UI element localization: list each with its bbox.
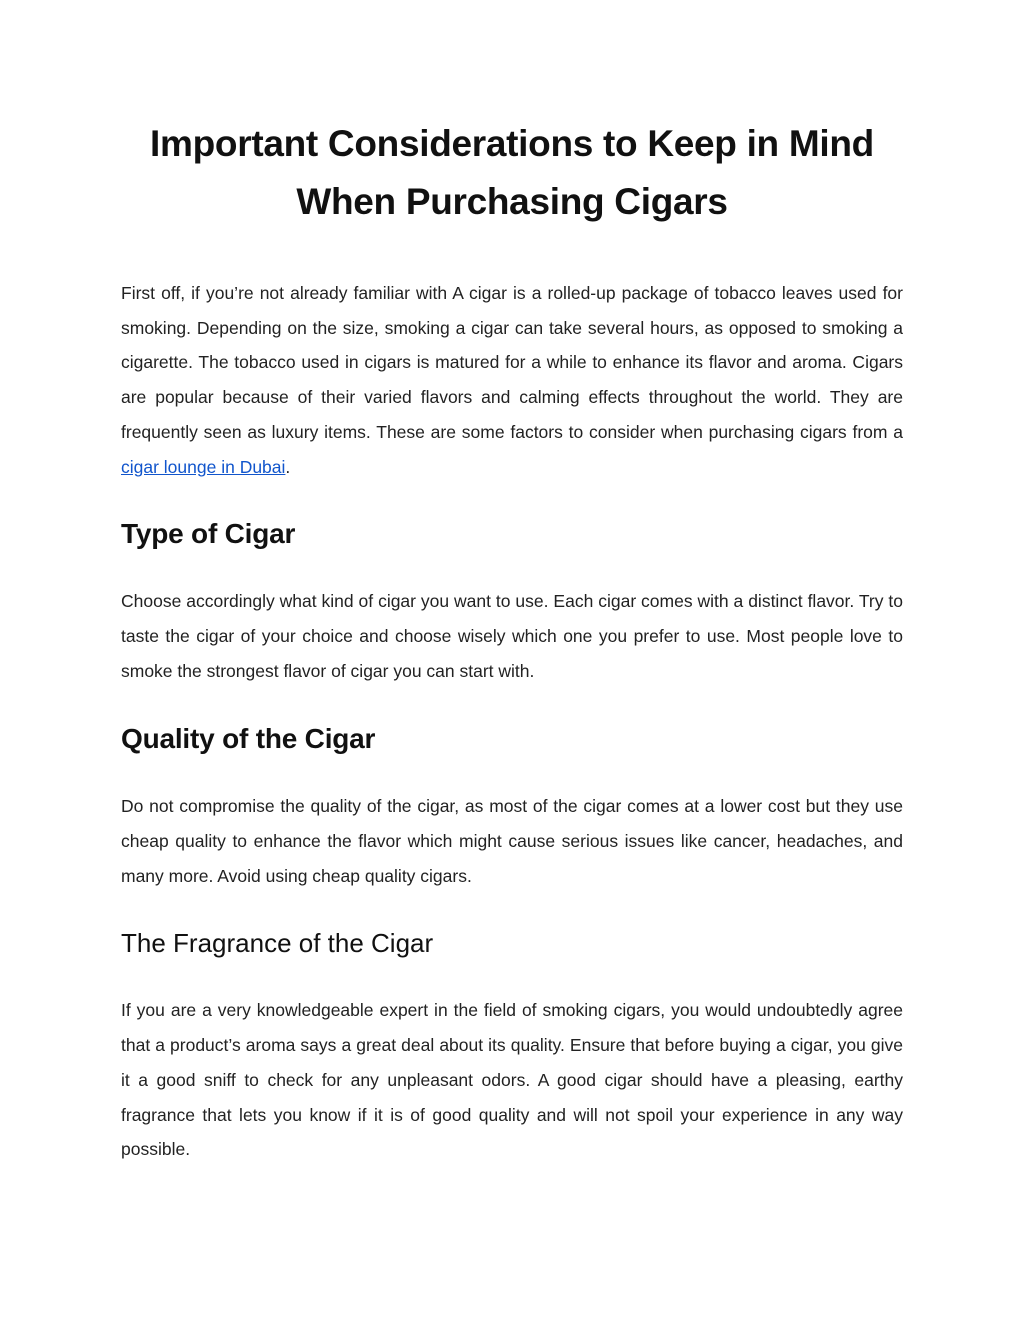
title-line-1: Important Considerations to Keep in Mind bbox=[150, 123, 874, 164]
heading-fragrance-of-cigar: The Fragrance of the Cigar bbox=[121, 928, 434, 959]
intro-paragraph bbox=[121, 276, 903, 484]
title-line-2: When Purchasing Cigars bbox=[296, 181, 728, 222]
document-page bbox=[121, 115, 903, 1167]
paragraph-quality-of-cigar: Do not compromise the quality of the cigar, as most of the cigar comes at a lower cost but they use cheap quality to enhance the flavor which might cause serious issues like cancer, headaches, and many more. Avoid using cheap quality cigars. bbox=[121, 796, 903, 886]
heading-type-of-cigar: Type of Cigar bbox=[121, 518, 296, 550]
intro-text: First off, if you’re not already familiar with A cigar is a rolled-up package of tobacco leaves used for smoking. Depending on the size, smoking a cigar can take several hours, as opposed to smoking a cigarette. The tobacco used in cigars is matured for a while to enhance its flavor and aroma. Cigars are popular because of their varied flavors and calming effects throughout the world. They are frequently seen as luxury items. These are some factors to consider when purchasing cigars from a bbox=[121, 283, 903, 442]
heading-quality-of-cigar: Quality of the Cigar bbox=[121, 723, 376, 755]
intro-trailing: . bbox=[285, 456, 291, 477]
paragraph-fragrance-of-cigar: If you are a very knowledgeable expert in the field of smoking cigars, you would undoubtedly agree that a product’s aroma says a great deal about its quality. Ensure that before buying a cigar, you give it a good sniff to check for any unpleasant odors. A good cigar should have a pleasing, earthy fragrance that lets you know if it is of good quality and will not spoil your experience in any way possible. bbox=[121, 1000, 903, 1160]
cigar-lounge-link[interactable]: cigar lounge in Dubai bbox=[121, 456, 286, 477]
document-title bbox=[121, 115, 903, 231]
paragraph-type-of-cigar: Choose accordingly what kind of cigar you want to use. Each cigar comes with a distinct flavor. Try to taste the cigar of your choice and choose wisely which one you prefer to use. Most people love to smoke the strongest flavor of cigar you can start with. bbox=[121, 591, 903, 681]
